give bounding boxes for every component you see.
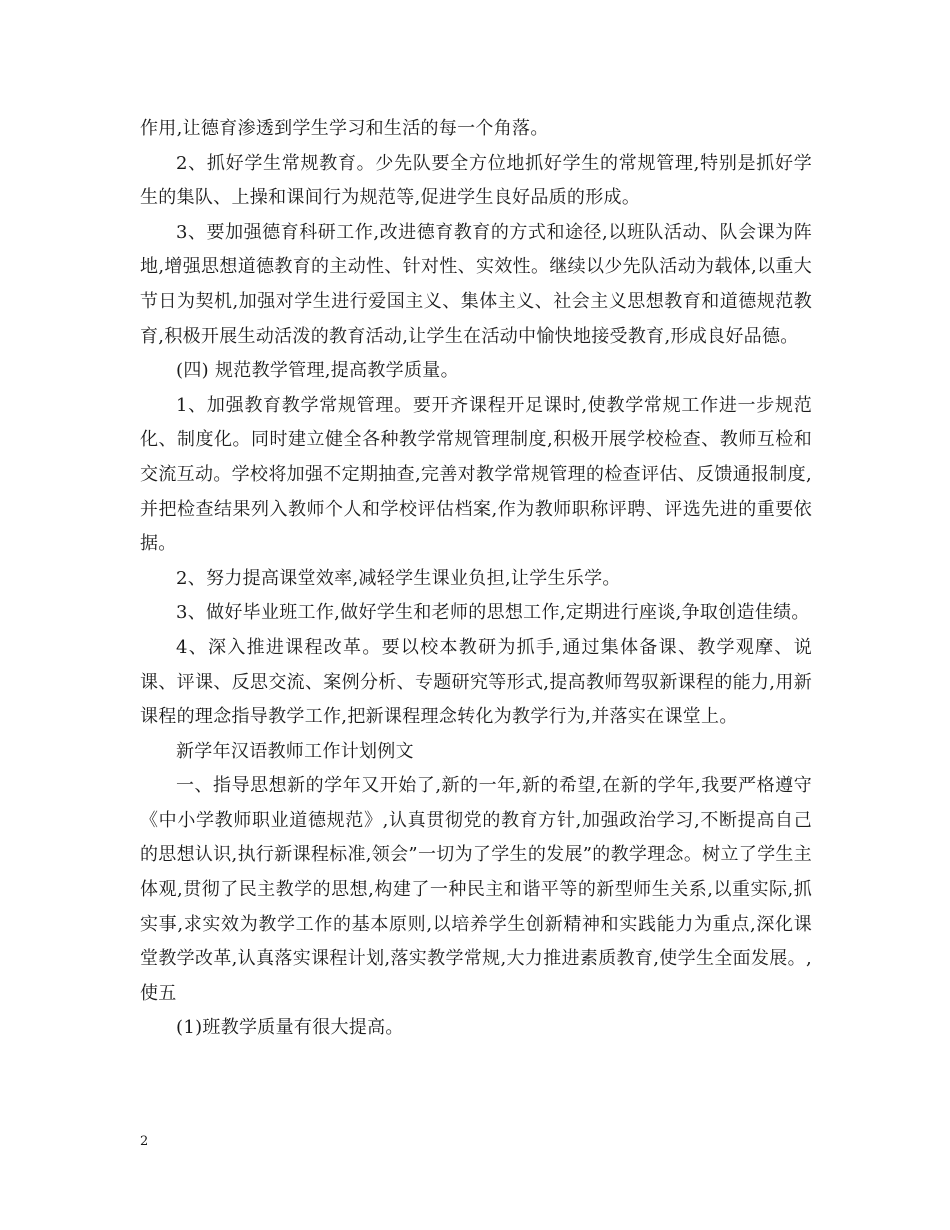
paragraph-11: (1)班教学质量有很大提高。 xyxy=(176,1017,404,1039)
page-number: 2 xyxy=(140,1134,149,1149)
paragraph-5: 1、加强教育教学常规管理。要开齐课程开足课时,使教学常规工作进一步规范化、制度化。同时建立健全各种教学常规管理制度,积极开展学校检查、教师互检和交流互动。学校将加强不定期抽查,完善对教学常规管理的检查评估、反馈通报制度,并把检查结果列入教师个人和学校评估档案,作为教师职称评聘、评选先进的重要依据。 xyxy=(140,394,812,555)
section-heading-4: (四) 规范教学管理,提高教学质量。 xyxy=(176,360,459,382)
paragraph-3: 3、要加强德育科研工作,改进德育教育的方式和途径,以班队活动、队会课为阵地,增强思想道德教育的主动性、针对性、实效性。继续以少先队活动为载体,以重大节日为契机,加强对学生进行爱国主义、集体主义、社会主义思想教育和道德规范教育,积极开展生动活泼的教育活动,让学生在活动中愉快地接受教育,形成良好品德。 xyxy=(140,221,812,347)
document-body xyxy=(140,112,812,1046)
paragraph-6: 2、努力提高课堂效率,减轻学生课业负担,让学生乐学。 xyxy=(176,567,621,589)
paragraph-7: 3、做好毕业班工作,做好学生和老师的思想工作,定期进行座谈,争取创造佳绩。 xyxy=(176,602,810,624)
paragraph-2: 2、抓好学生常规教育。少先队要全方位地抓好学生的常规管理,特别是抓好学生的集队、上操和课间行为规范等,促进学生良好品质的形成。 xyxy=(140,152,812,209)
article-title: 新学年汉语教师工作计划例文 xyxy=(176,740,414,762)
paragraph-10: 一、指导思想新的学年又开始了,新的一年,新的希望,在新的学年,我要严格遵守《中小学教师职业道德规范》,认真贯彻党的教育方针,加强政治学习,不断提高自己的思想认识,执行新课程标准,领会”一切为了学生的发展”的教学理念。树立了学生主体观,贯彻了民主教学的思想,构建了一种民主和谐平等的新型师生关系,以重实际,抓实事,求实效为教学工作的基本原则,以培养学生创新精神和实践能力为重点,深化课堂教学改革,认真落实课程计划,落实教学常规,大力推进素质教育,使学生全面发展。,使五 xyxy=(140,775,812,1004)
paragraph-1: 作用,让德育渗透到学生学习和生活的每一个角落。 xyxy=(140,118,549,139)
paragraph-8: 4、深入推进课程改革。要以校本教研为抓手,通过集体备课、教学观摩、说课、评课、反思交流、案例分析、专题研究等形式,提高教师驾驭新课程的能力,用新课程的理念指导教学工作,把新课程理念转化为教学行为,并落实在课堂上。 xyxy=(140,636,812,728)
